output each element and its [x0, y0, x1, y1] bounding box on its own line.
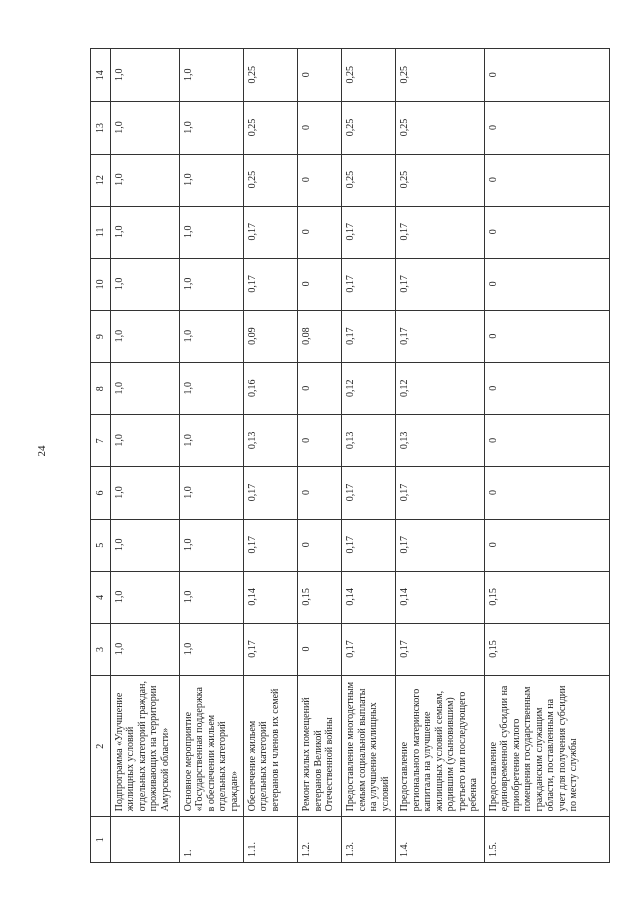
value-cell: 1,0 [179, 415, 243, 467]
value-cell: 1,0 [179, 519, 243, 571]
value-cell: 1,0 [179, 154, 243, 206]
value-cell: 0,15 [484, 623, 609, 675]
value-cell: 0 [484, 49, 609, 102]
value-cell: 1,0 [179, 363, 243, 415]
value-cell: 1,0 [110, 467, 179, 519]
value-cell: 0 [298, 258, 342, 310]
header-cell: 7 [91, 415, 111, 467]
value-cell: 1,0 [179, 102, 243, 154]
page-number: 24 [36, 445, 48, 457]
value-cell: 1,0 [110, 519, 179, 571]
value-cell: 0 [484, 154, 609, 206]
value-cell: 0,13 [243, 415, 297, 467]
value-cell: 0,25 [342, 102, 396, 154]
value-cell: 0,14 [342, 571, 396, 623]
value-cell: 1,0 [179, 467, 243, 519]
value-cell: 0 [484, 519, 609, 571]
value-cell: 0,25 [342, 49, 396, 102]
header-cell: 3 [91, 623, 111, 675]
value-cell: 0,17 [342, 623, 396, 675]
value-cell: 0,09 [243, 310, 297, 362]
indicator-weights-table [90, 48, 610, 863]
value-cell: 0,17 [243, 467, 297, 519]
value-cell: 0,17 [342, 467, 396, 519]
value-cell: 0,17 [396, 467, 484, 519]
value-cell: 0,12 [342, 363, 396, 415]
value-cell: 0,15 [484, 571, 609, 623]
row-name: Предоставление многодетным семьям социальной выплаты на улучшение жилищных условий [342, 676, 396, 817]
value-cell: 1,0 [179, 258, 243, 310]
value-cell: 0 [484, 206, 609, 258]
header-cell: 11 [91, 206, 111, 258]
value-cell: 0,16 [243, 363, 297, 415]
value-cell: 0 [484, 310, 609, 362]
value-cell: 0 [298, 467, 342, 519]
row-number [110, 817, 179, 863]
value-cell: 0,17 [396, 258, 484, 310]
value-cell: 0,15 [298, 571, 342, 623]
value-cell: 1,0 [110, 363, 179, 415]
value-cell: 1,0 [110, 102, 179, 154]
value-cell: 0 [298, 623, 342, 675]
value-cell: 1,0 [110, 258, 179, 310]
table-row [298, 49, 342, 863]
value-cell: 1,0 [110, 310, 179, 362]
value-cell: 1,0 [110, 571, 179, 623]
table-row [396, 49, 484, 863]
value-cell: 0,12 [396, 363, 484, 415]
value-cell: 0 [298, 363, 342, 415]
value-cell: 1,0 [179, 49, 243, 102]
value-cell: 0,17 [342, 206, 396, 258]
value-cell: 1,0 [179, 571, 243, 623]
value-cell: 0,25 [342, 154, 396, 206]
table-row [484, 49, 609, 863]
row-name: Ремонт жилых помещений ветеранов Великой Отечественной войны [298, 676, 342, 817]
header-cell: 12 [91, 154, 111, 206]
value-cell: 0,25 [243, 102, 297, 154]
value-cell: 0,14 [243, 571, 297, 623]
row-name: Подпрограмма «Улучшение жилищных условий отдельных категорий граждан, проживающих на территории Амурской области» [110, 676, 179, 817]
value-cell: 1,0 [110, 49, 179, 102]
table-row [342, 49, 396, 863]
value-cell: 0 [298, 519, 342, 571]
value-cell: 0,25 [396, 102, 484, 154]
table-row [179, 49, 243, 863]
header-cell: 8 [91, 363, 111, 415]
value-cell: 1,0 [110, 154, 179, 206]
row-number: 1.2. [298, 817, 342, 863]
header-cell: 10 [91, 258, 111, 310]
value-cell: 0,08 [298, 310, 342, 362]
header-cell: 9 [91, 310, 111, 362]
value-cell: 0,17 [243, 623, 297, 675]
value-cell: 0,17 [396, 206, 484, 258]
value-cell: 1,0 [179, 623, 243, 675]
row-number: 1.1. [243, 817, 297, 863]
row-name: Основное мероприятие «Государственная поддержка в обеспечении жильем отдельных категорий граждан» [179, 676, 243, 817]
value-cell: 0 [298, 206, 342, 258]
value-cell: 0,17 [342, 310, 396, 362]
value-cell: 1,0 [179, 310, 243, 362]
value-cell: 0 [484, 102, 609, 154]
row-number: 1. [179, 817, 243, 863]
value-cell: 0,17 [243, 258, 297, 310]
header-cell: 5 [91, 519, 111, 571]
value-cell: 0,25 [243, 49, 297, 102]
header-cell: 14 [91, 49, 111, 102]
value-cell: 0,17 [342, 258, 396, 310]
value-cell: 0 [298, 49, 342, 102]
row-number: 1.5. [484, 817, 609, 863]
value-cell: 0,14 [396, 571, 484, 623]
row-name: Обеспечение жильем отдельных категорий ветеранов и членов их семей [243, 676, 297, 817]
value-cell: 0,17 [243, 206, 297, 258]
value-cell: 0,17 [342, 519, 396, 571]
row-name: Предоставление регионального материнского капитала на улучшение жилищных условий семьям, родившим (усыновившим) третьего или последующего ребенка [396, 676, 484, 817]
row-name: Предоставление единовременной субсидии на приобретение жилого помещения государственным гражданским служащим области, поставленным на учет для получения субсидии по месту службы [484, 676, 609, 817]
value-cell: 0 [298, 102, 342, 154]
header-cell: 13 [91, 102, 111, 154]
value-cell: 0,25 [396, 154, 484, 206]
value-cell: 1,0 [110, 415, 179, 467]
header-cell: 4 [91, 571, 111, 623]
value-cell: 0,25 [396, 49, 484, 102]
value-cell: 0,17 [396, 310, 484, 362]
value-cell: 0,17 [396, 519, 484, 571]
header-cell: 2 [91, 676, 111, 817]
value-cell: 0 [484, 363, 609, 415]
table-row [243, 49, 297, 863]
value-cell: 0,17 [396, 623, 484, 675]
value-cell: 0 [484, 258, 609, 310]
header-cell: 6 [91, 467, 111, 519]
value-cell: 1,0 [179, 206, 243, 258]
header-cell: 1 [91, 817, 111, 863]
value-cell: 0,13 [396, 415, 484, 467]
value-cell: 0 [298, 415, 342, 467]
value-cell: 1,0 [110, 623, 179, 675]
value-cell: 0 [484, 467, 609, 519]
row-number: 1.3. [342, 817, 396, 863]
value-cell: 0 [484, 415, 609, 467]
header-row [91, 49, 111, 863]
row-number: 1.4. [396, 817, 484, 863]
rotated-table-container [90, 48, 610, 863]
value-cell: 0,13 [342, 415, 396, 467]
value-cell: 0,25 [243, 154, 297, 206]
table-row [110, 49, 179, 863]
value-cell: 1,0 [110, 206, 179, 258]
value-cell: 0 [298, 154, 342, 206]
value-cell: 0,17 [243, 519, 297, 571]
